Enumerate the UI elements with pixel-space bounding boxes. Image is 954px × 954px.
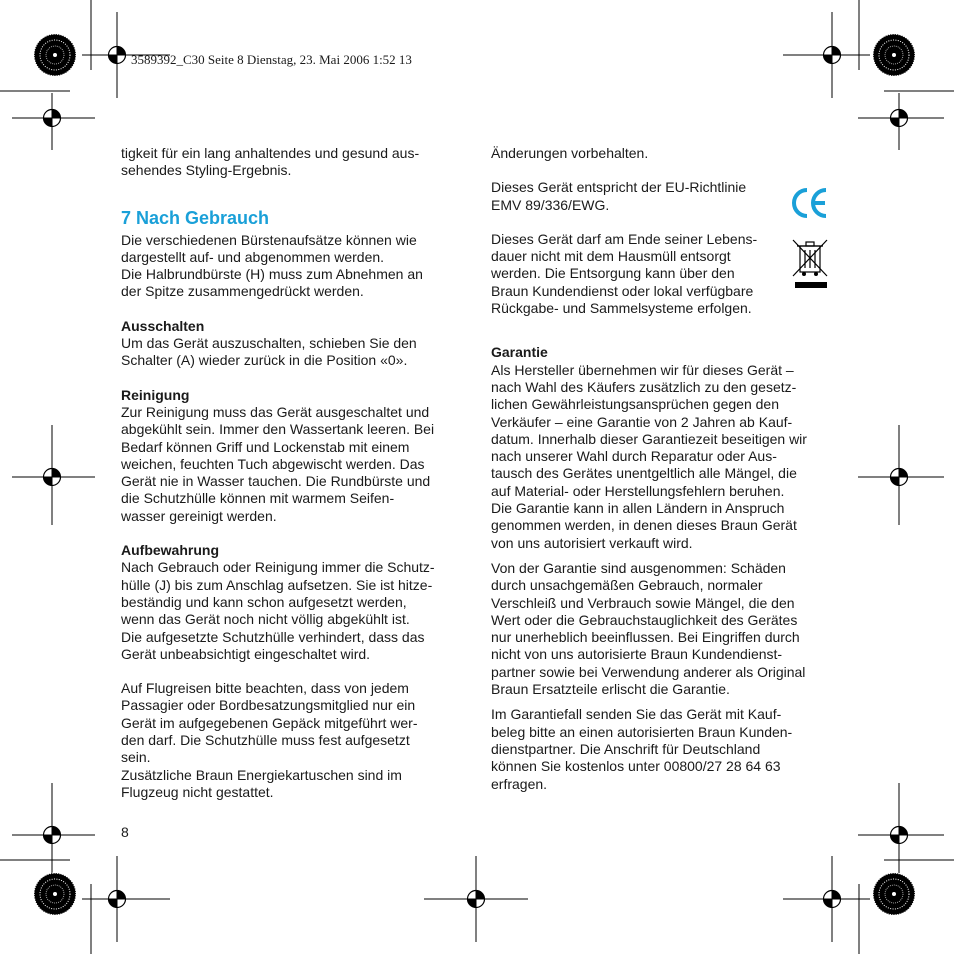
reinigung-text: Zur Reinigung muss das Gerät ausgeschaltet und abgekühlt sein. Immer den Wassertank leeren. Bei Bedarf können Griff und Lockenstab mit einem weichen, feuchten Tuch abgewischt werden. Das Gerät nie in Wasser tauchen. Die Rundbürste und die Schutzhülle können mit warmem Seifen- wasser gereinigt werden. xyxy=(121,403,435,524)
registration-mark-icon xyxy=(886,822,912,848)
color-target-icon xyxy=(34,34,76,76)
aenderungen-text: Änderungen vorbehalten. xyxy=(491,145,649,161)
color-target-icon xyxy=(873,873,915,915)
eu-directive-text: Dieses Gerät entspricht der EU-Richtlinie EMV 89/336/EWG. xyxy=(491,179,747,213)
registration-mark-icon xyxy=(463,886,489,912)
right-column xyxy=(491,145,836,793)
crossed-bin-icon xyxy=(790,236,830,292)
registration-mark-icon xyxy=(819,42,845,68)
section-text: Die verschiedenen Bürstenaufsätze können wie dargestellt auf- und abgenommen werden. Die Halbrundbürste (H) muss zum Abnehmen an der Spitze zusammengedrückt werden. xyxy=(121,231,423,300)
left-column xyxy=(121,145,466,801)
ausschalten-text: Um das Gerät auszuschalten, schieben Sie den Schalter (A) wieder zurück in die Position «0». xyxy=(121,335,417,369)
garantie-heading: Garantie xyxy=(491,344,548,361)
section-title: 7 Nach Gebrauch xyxy=(121,207,270,228)
aufbewahrung-text: Nach Gebrauch oder Reinigung immer die Schutz- hülle (J) bis zum Anschlag aufsetzen. Sie ist hitze- beständig und kann schon aufgesetzt werden, wenn das Gerät noch nicht völlig abgekühlt ist. Die aufgesetzte Schutzhülle verhindert, dass das Gerät unbeabsichtigt eingeschaltet wird. xyxy=(121,559,435,662)
reinigung-heading: Reinigung xyxy=(121,386,190,403)
disposal-text: Dieses Gerät darf am Ende seiner Lebens- dauer nicht mit dem Hausmüll entsorgt werden. Die Entsorgung kann über den Braun Kundendienst oder lokal verfügbare Rückgabe- und Sammelsysteme erfolgen. xyxy=(491,230,758,317)
registration-mark-icon xyxy=(39,464,65,490)
registration-mark-icon xyxy=(819,886,845,912)
print-header: 3589392_C30 Seite 8 Dienstag, 23. Mai 2006 1:52 13 xyxy=(131,52,412,67)
registration-mark-icon xyxy=(39,822,65,848)
registration-mark-icon xyxy=(886,464,912,490)
ce-mark-icon xyxy=(790,186,830,220)
registration-mark-icon xyxy=(104,886,130,912)
garantie-text: Als Hersteller übernehmen wir für dieses Gerät – nach Wahl des Käufers zusätzlich zu den gesetz- lichen Gewährleistungsansprüchen gegen den Verkäufer – eine Garantie von 2 Jahren ab Kauf- datum. Innerhalb dieser Garantiezeit beseitigen wir nach unserer Wahl durch Reparatur oder Aus- tausch des Gerätes unentgeltlich alle Mängel, die auf Material- oder Herstellungsfehlern beruhen. Die Garantie kann in allen Ländern in Anspruch genommen werden, in denen dieses Braun Gerät von uns autorisiert verkauft wird. xyxy=(491,361,807,551)
registration-mark-icon xyxy=(104,42,130,68)
exclusions-text: Von der Garantie sind ausgenommen: Schäden durch unsachgemäßen Gebrauch, normaler Verschleiß und Verbrauch sowie Mängel, die den Wert oder die Gebrauchstauglichkeit des Gerätes nur unerheblich beeinflussen. Bei Eingriffen durch nicht von uns autorisierte Braun Kundendienst- partner sowie bei Verwendung anderer als Original Braun Ersatzteile erlischt die Garantie. xyxy=(491,559,806,698)
flugreisen-text: Auf Flugreisen bitte beachten, dass von jedem Passagier oder Bordbesatzungsmitglied nur ein Gerät im aufgegebenen Gepäck mitgeführt wer- den darf. Die Schutzhülle muss fest aufgesetzt sein. Zusätzliche Braun Energiekartuschen sind im Flugzeug nicht gestattet. xyxy=(121,680,418,800)
color-target-icon xyxy=(34,873,76,915)
ausschalten-heading: Ausschalten xyxy=(121,317,205,334)
registration-mark-icon xyxy=(886,105,912,131)
page-number: 8 xyxy=(121,824,129,840)
color-target-icon xyxy=(873,34,915,76)
intro-text: tigkeit für ein lang anhaltendes und gesund aus- sehendes Styling-Ergebnis. xyxy=(121,145,420,179)
aufbewahrung-heading: Aufbewahrung xyxy=(121,542,219,559)
warranty-claim-text: Im Garantiefall senden Sie das Gerät mit Kauf- beleg bitte an einen autorisierten Braun Kunden- dienstpartner. Die Anschrift für Deutschland können Sie kostenlos unter 00800/27 28 64 63 erfragen. xyxy=(491,706,793,792)
registration-mark-icon xyxy=(39,105,65,131)
